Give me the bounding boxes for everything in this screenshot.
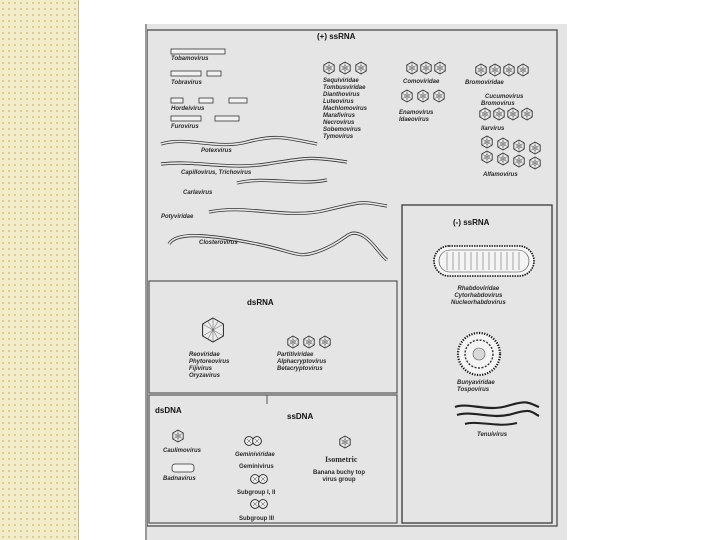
badnavirus-label: Badnavirus: [163, 476, 196, 482]
banana-label: virus group: [322, 477, 356, 483]
iso-label: Tombusviridae: [323, 85, 366, 91]
bromoviridae-label: Bromoviridae: [465, 80, 504, 86]
bromoviridae-particles: [476, 64, 528, 76]
furovirus-label: Furovirus: [171, 124, 199, 130]
rhabdo-label: Rhabdoviridae: [457, 286, 500, 292]
iso-label: Luteovirus: [323, 99, 354, 105]
tobamovirus-rod: [171, 49, 225, 54]
cucumovirus-label: Cucumovirus: [485, 94, 524, 100]
alfamovirus-particles: [482, 136, 540, 169]
bunya-label: Tospovirus: [457, 387, 490, 393]
reo-label: Fijivirus: [189, 366, 213, 372]
subgroup-3-label: Subgroup III: [239, 516, 274, 522]
reo-labels: [189, 352, 229, 380]
decorative-sidebar: [0, 0, 79, 540]
ssdna-header: ssDNA: [287, 412, 314, 421]
partitiviridae-particles: [288, 336, 330, 348]
geminiviridae-label: Geminiviridae: [235, 452, 275, 458]
badnavirus-particle: [172, 464, 194, 472]
tobravirus-rod-long: [171, 71, 201, 76]
bunya-labels: [457, 380, 495, 394]
pos-ssrna-header: (+) ssRNA: [317, 32, 356, 41]
dna-box: [149, 395, 397, 523]
enamovirus-particles: [402, 90, 444, 102]
iso-label: Tymovirus: [323, 134, 354, 140]
isometric-label: Isometric: [325, 455, 358, 464]
hordeivirus-rod-2: [199, 98, 213, 103]
parti-label: Alphacryptovirus: [277, 359, 327, 365]
caulimovirus-label: Caulimovirus: [163, 448, 202, 454]
rhabdo-label: Nucleorhabdovirus: [451, 300, 506, 306]
carlavirus-label: Carlavirus: [183, 190, 213, 196]
geminivirus-label: Geminivirus: [239, 464, 274, 470]
comoviridae-particles: [407, 62, 445, 74]
furovirus-rod-long: [171, 116, 201, 121]
bunya-label: Bunyaviridae: [457, 380, 495, 386]
banana-labels: [313, 470, 365, 484]
iso-label: Sobemovirus: [323, 127, 362, 133]
tenuivirus-label: Tenuivirus: [477, 432, 508, 438]
potexvirus-label: Potexvirus: [201, 148, 232, 154]
banana-bunchy-top-particle: [340, 436, 350, 448]
tobravirus-rod-short: [207, 71, 221, 76]
ilarvirus-label: Ilarvirus: [481, 126, 505, 132]
iso-label: Dianthovirus: [323, 92, 360, 98]
comoviridae-label: Comoviridae: [403, 79, 440, 85]
dsrna-header: dsRNA: [247, 298, 274, 307]
iso-group3-labels: [399, 110, 433, 124]
reo-label: Phytoreovirus: [189, 359, 230, 365]
subgroup-3-particle: [251, 500, 268, 509]
furovirus-rod-short: [215, 116, 239, 121]
tenuivirus-filaments: [455, 402, 539, 424]
iso-label: Sequiviridae: [323, 78, 359, 84]
potyviridae-label: Potyviridae: [161, 214, 194, 220]
neg-ssrna-header: (-) ssRNA: [453, 218, 490, 227]
closterovirus-label: Closterovirus: [199, 240, 238, 246]
geminiviridae-particles: [245, 437, 262, 446]
iso-label: Machlomovirus: [323, 106, 368, 112]
alfamovirus-label: Alfamovirus: [483, 172, 518, 178]
parti-label: Partitiviridae: [277, 352, 314, 358]
reo-label: Oryzavirus: [189, 373, 221, 379]
tobamovirus-label: Tobamovirus: [171, 56, 209, 62]
iso-label: Idaeovirus: [399, 117, 430, 123]
bromovirus-label: Bromovirus: [481, 101, 515, 107]
caulimovirus-particle: [173, 430, 183, 442]
iso-label: Marafivirus: [323, 113, 356, 119]
dsdna-header: dsDNA: [155, 406, 182, 415]
hordeivirus-label: Hordeivirus: [171, 106, 205, 112]
potyviridae-filament: [209, 203, 387, 214]
sequiviridae-particles: [324, 62, 366, 74]
rhabdo-label: Cytorhabdovirus: [454, 293, 503, 299]
hordeivirus-rod-1: [171, 98, 183, 103]
rhabdo-labels: [451, 286, 506, 307]
capillovirus-label: Capillovirus, Trichovirus: [181, 170, 252, 176]
ilarvirus-particles: [480, 108, 532, 120]
iso-label: Necrovirus: [323, 120, 355, 126]
subgroup-1-2-label: Subgroup I, II: [237, 490, 276, 496]
parti-label: Betacryptovirus: [277, 366, 323, 372]
banana-label: Banana buchy top: [313, 470, 366, 476]
iso-label: Enamovirus: [399, 110, 434, 116]
reo-label: Reoviridae: [189, 352, 220, 358]
subgroup-1-2-particle: [251, 475, 268, 484]
iso-group1-labels: [323, 78, 367, 141]
reoviridae-particle: [203, 318, 224, 342]
virus-morphology-diagram: [145, 24, 567, 540]
hordeivirus-rod-3: [229, 98, 247, 103]
parti-labels: [277, 352, 326, 373]
tobravirus-label: Tobravirus: [171, 80, 202, 86]
